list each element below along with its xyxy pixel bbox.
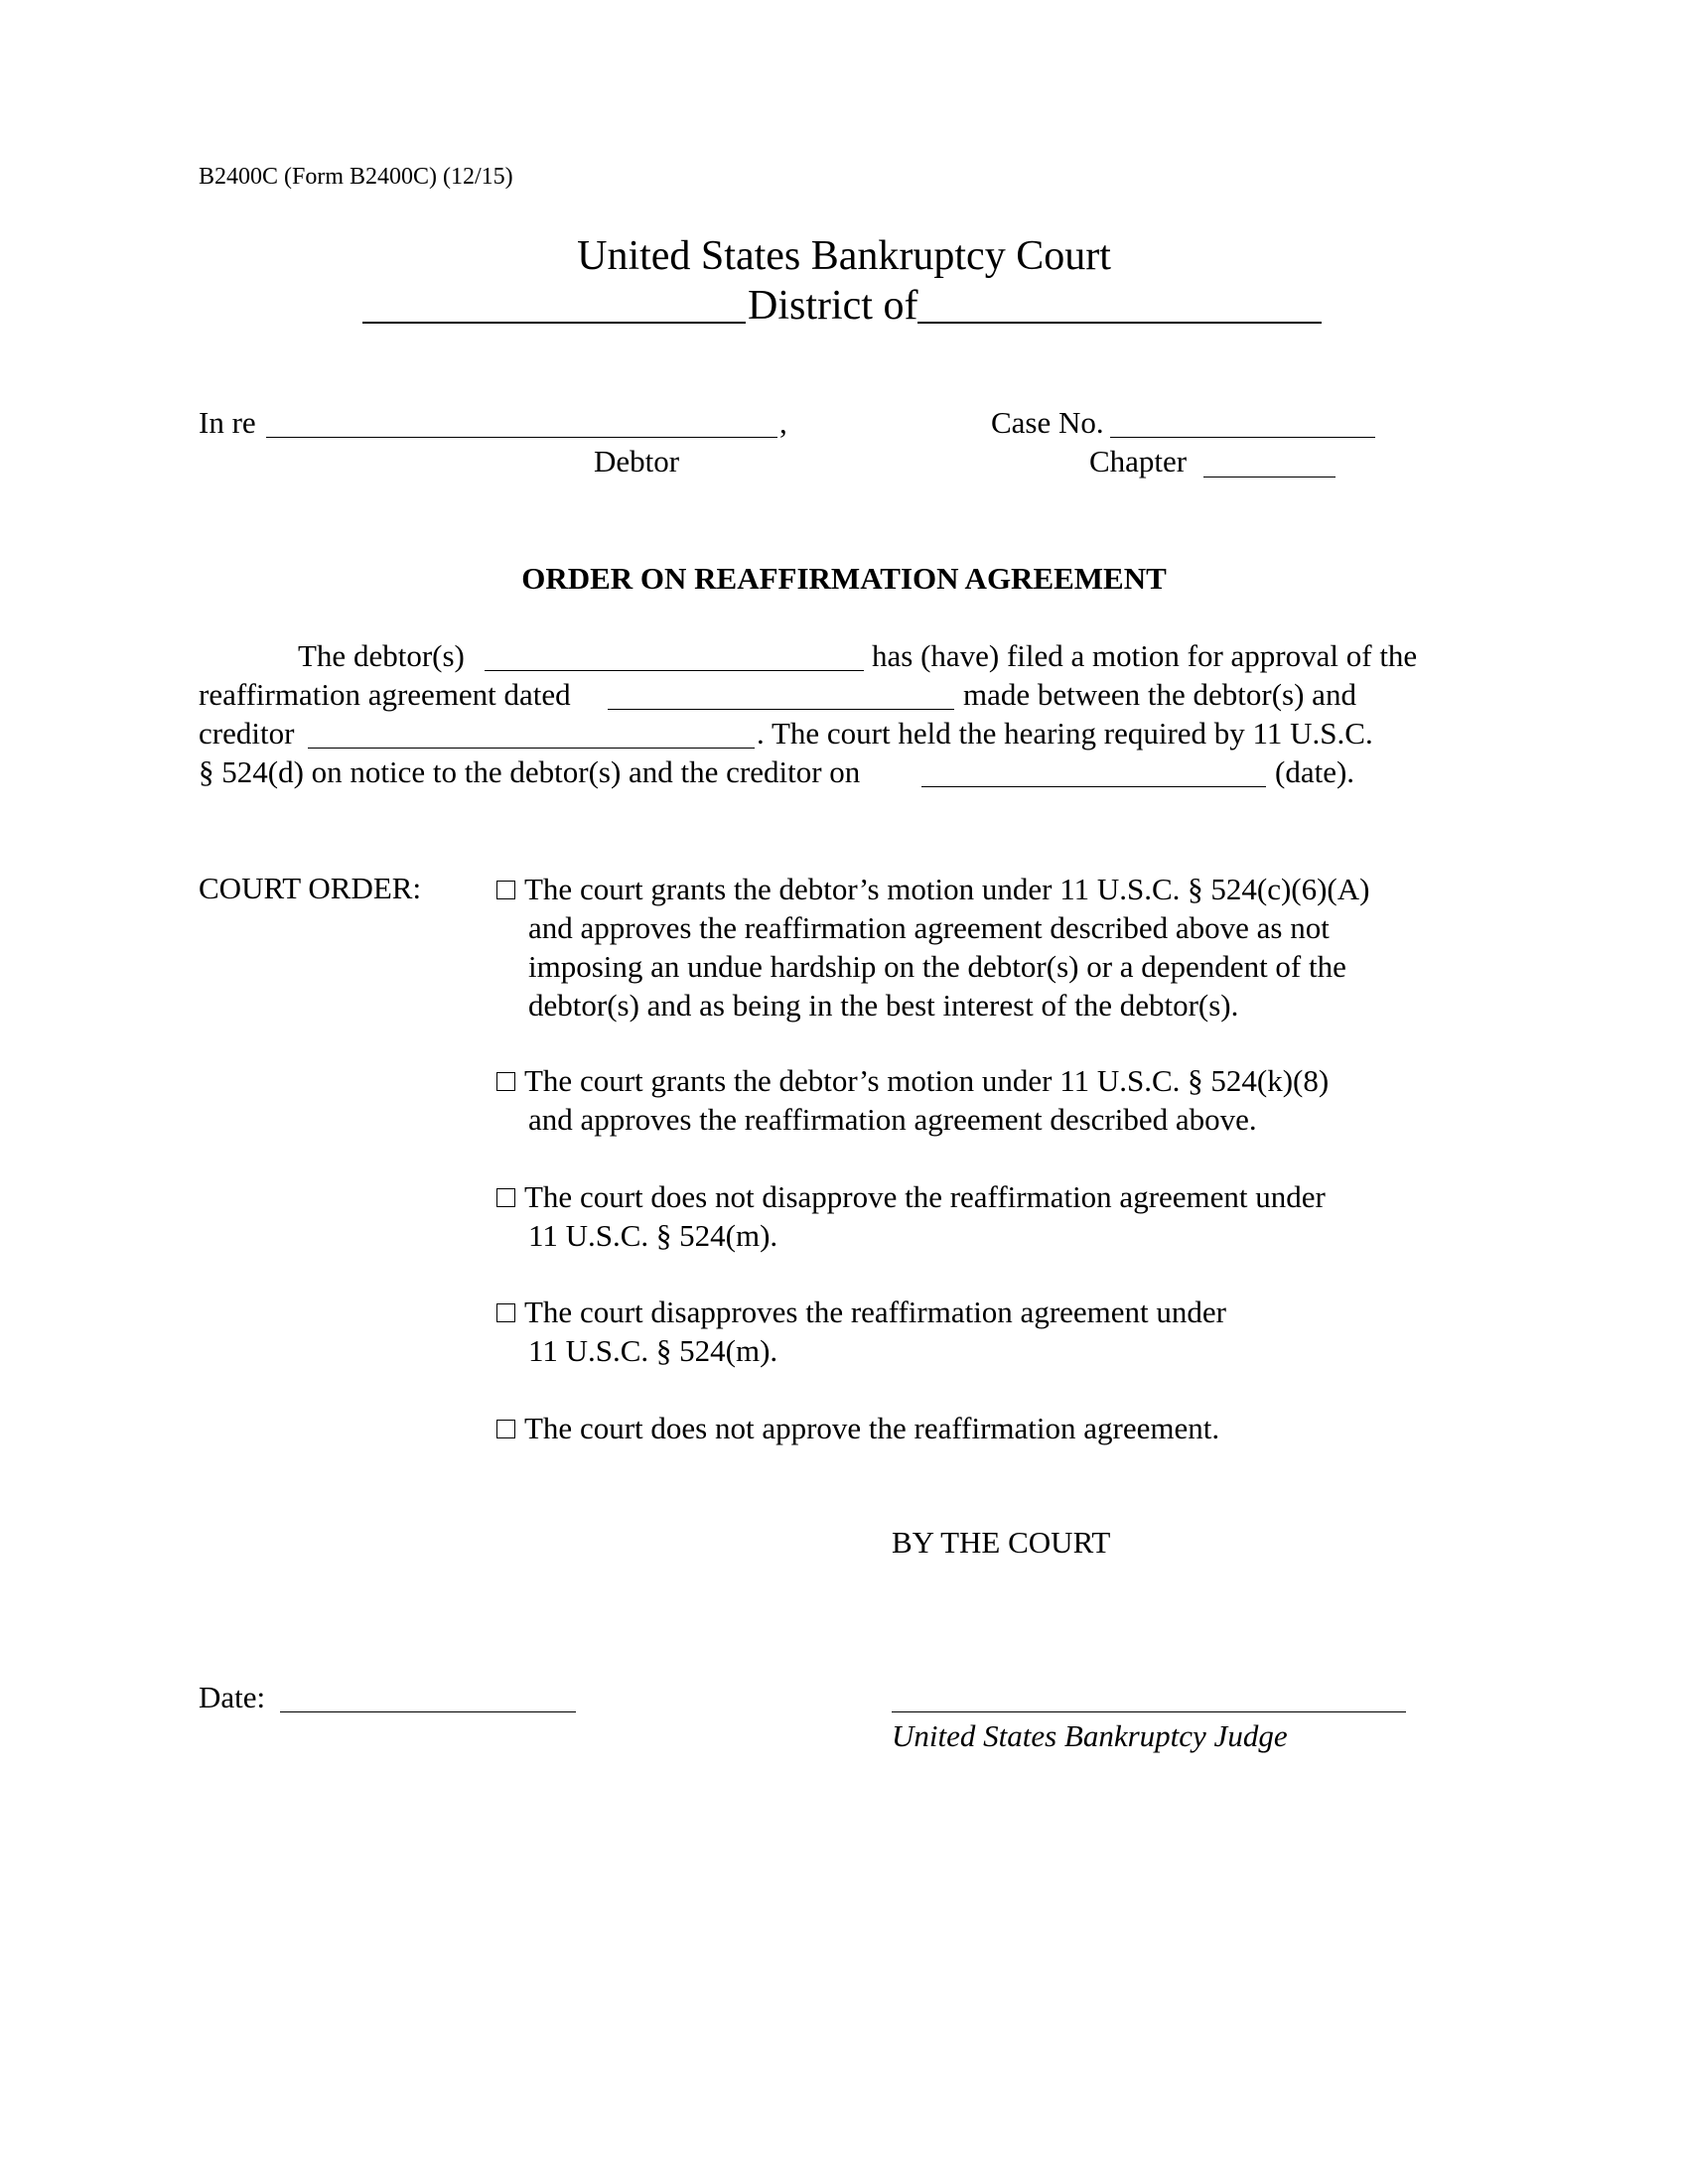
order-option-5	[496, 1409, 1219, 1447]
by-the-court: BY THE COURT	[892, 1525, 1111, 1560]
option-4-checkbox[interactable]	[496, 1303, 515, 1322]
option-5-checkbox[interactable]	[496, 1420, 515, 1438]
creditor-name-field[interactable]	[308, 748, 755, 749]
case-no-label: Case No.	[991, 405, 1104, 440]
court-title: United States Bankruptcy Court	[577, 233, 1111, 279]
form-id: B2400C (Form B2400C) (12/15)	[199, 164, 513, 190]
order-option-1	[496, 870, 1369, 1024]
body-line-3a: creditor	[199, 716, 295, 751]
debtors-name-field[interactable]	[485, 670, 864, 671]
option-3-line-2: 11 U.S.C. § 524(m).	[528, 1218, 778, 1253]
option-5-line-1: The court does not approve the reaffirmation agreement.	[524, 1411, 1220, 1445]
order-option-2	[496, 1061, 1329, 1139]
caption-comma: ,	[779, 405, 787, 440]
option-2-line-1: The court grants the debtor’s motion under 11 U.S.C. § 524(k)(8)	[524, 1063, 1330, 1098]
option-1-checkbox[interactable]	[496, 881, 515, 899]
district-label: District of	[748, 283, 918, 329]
option-1-line-4: debtor(s) and as being in the best interest of the debtor(s).	[528, 988, 1239, 1023]
signature-date-field[interactable]	[280, 1711, 576, 1712]
chapter-label: Chapter	[1089, 444, 1188, 478]
option-4-line-1: The court disapproves the reaffirmation agreement under	[524, 1295, 1226, 1329]
district-name-field[interactable]	[362, 322, 746, 324]
body-line-2a: reaffirmation agreement dated	[199, 677, 571, 712]
body-line-4b: (date).	[1275, 754, 1355, 789]
in-re-label: In re	[199, 405, 256, 440]
option-3-checkbox[interactable]	[496, 1188, 515, 1207]
option-2-checkbox[interactable]	[496, 1072, 515, 1091]
option-1-line-2: and approves the reaffirmation agreement described above as not	[528, 910, 1330, 945]
body-line-4a: § 524(d) on notice to the debtor(s) and the creditor on	[199, 754, 861, 789]
chapter-field[interactable]	[1203, 477, 1336, 478]
order-option-3	[496, 1177, 1326, 1255]
court-order-label: COURT ORDER:	[199, 871, 422, 905]
order-heading: ORDER ON REAFFIRMATION AGREEMENT	[521, 561, 1167, 596]
option-2-line-2: and approves the reaffirmation agreement described above.	[528, 1102, 1257, 1137]
body-line-2b: made between the debtor(s) and	[963, 677, 1356, 712]
district-state-field[interactable]	[917, 322, 1322, 324]
order-option-4	[496, 1293, 1226, 1370]
option-1-line-1: The court grants the debtor’s motion under 11 U.S.C. § 524(c)(6)(A)	[524, 872, 1370, 906]
option-3-line-1: The court does not disapprove the reaffirmation agreement under	[524, 1179, 1326, 1214]
debtor-name-field[interactable]	[266, 437, 777, 438]
body-line-1b: has (have) filed a motion for approval of the	[872, 638, 1418, 673]
option-1-line-3: imposing an undue hardship on the debtor(s) or a dependent of the	[528, 949, 1346, 984]
judge-signature-line[interactable]	[892, 1711, 1406, 1712]
date-label: Date:	[199, 1680, 266, 1714]
case-no-field[interactable]	[1110, 437, 1375, 438]
body-line-1a: The debtor(s)	[298, 638, 465, 673]
body-line-3b: . The court held the hearing required by 11 U.S.C.	[757, 716, 1373, 751]
debtor-label: Debtor	[594, 444, 680, 478]
agreement-date-field[interactable]	[608, 709, 954, 710]
option-4-line-2: 11 U.S.C. § 524(m).	[528, 1333, 778, 1368]
hearing-date-field[interactable]	[921, 786, 1266, 787]
judge-label: United States Bankruptcy Judge	[892, 1718, 1288, 1753]
